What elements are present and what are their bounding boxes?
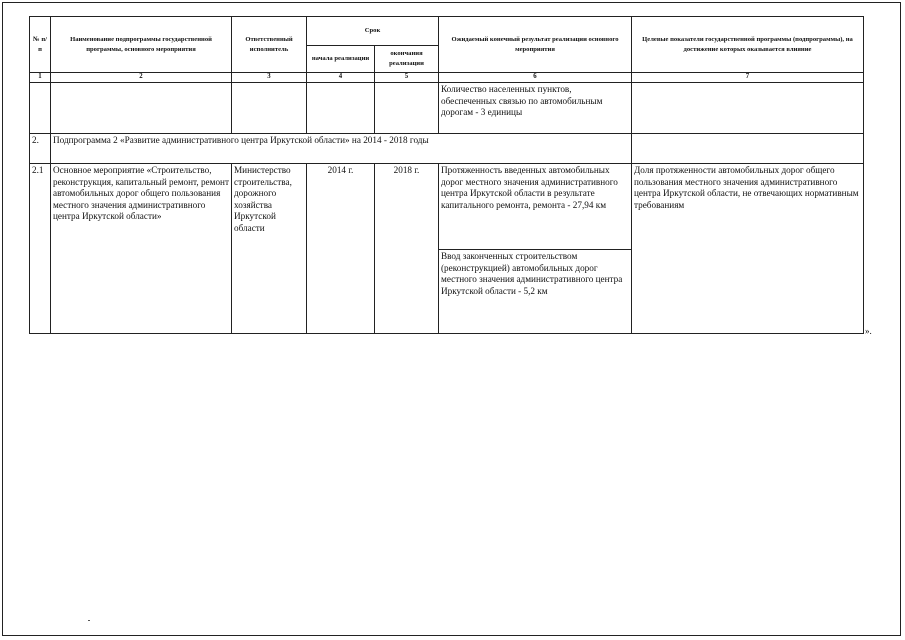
column-number-row [30,73,864,83]
header-term: Срок [307,17,439,46]
header-start: начала реализации [307,46,375,73]
activity-executor: Министерство строительства, дорожного хозяйства Иркутской области [232,164,307,334]
activity-result-1: Протяженность введенных автомобильных дорог местного значения административного центра Иркутской области в результате капитального ремонта, ремонта - 27,94 км [439,164,632,250]
column-number: 7 [632,73,864,83]
empty-cell [632,83,864,134]
closing-mark: ». [865,326,872,336]
empty-cell [30,83,51,134]
header-result: Ожидаемый конечный результат реализации основного мероприятия [439,17,632,73]
column-number: 3 [232,73,307,83]
header-targets: Целевые показатели государственной программы (подпрограммы), на достижение которых оказывается влияние [632,17,864,73]
header-name: Наименование подпрограммы государственной программы, основного мероприятия [51,17,232,73]
empty-cell [307,83,375,134]
activity-end: 2018 г. [375,164,439,334]
empty-cell [375,83,439,134]
continuation-row [30,83,864,134]
subprogram-row [30,134,864,164]
program-table [29,16,864,334]
subprogram-number: 2. [30,134,51,164]
continuation-result: Количество населенных пунктов, обеспеченных связью по автомобильным дорогам - 3 единицы [439,83,632,134]
activity-number: 2.1 [30,164,51,334]
column-number: 1 [30,73,51,83]
header-row-1 [30,17,864,46]
column-number: 5 [375,73,439,83]
activity-start: 2014 г. [307,164,375,334]
column-number: 6 [439,73,632,83]
header-num: № п/п [30,17,51,73]
header-executor: Ответственный исполнитель [232,17,307,73]
activity-result-2: Ввод законченных строительством (реконструкцией) автомобильных дорог местного значения административного центра Иркутской области - 5,2 км [439,250,632,334]
empty-cell [632,134,864,164]
activity-row [30,164,864,250]
empty-cell [232,83,307,134]
scan-speck [88,620,90,621]
column-number: 4 [307,73,375,83]
empty-cell [51,83,232,134]
column-number: 2 [51,73,232,83]
header-end: окончания реализации [375,46,439,73]
subprogram-title: Подпрограмма 2 «Развитие административного центра Иркутской области» на 2014 - 2018 годы [51,134,632,164]
activity-name: Основное мероприятие «Строительство, реконструкция, капитальный ремонт, ремонт автомобильных дорог общего пользования местного значения административного центра Иркутской области» [51,164,232,334]
activity-target: Доля протяженности автомобильных дорог общего пользования местного значения административного центра Иркутской области, не отвечающих нормативным требованиям [632,164,864,334]
